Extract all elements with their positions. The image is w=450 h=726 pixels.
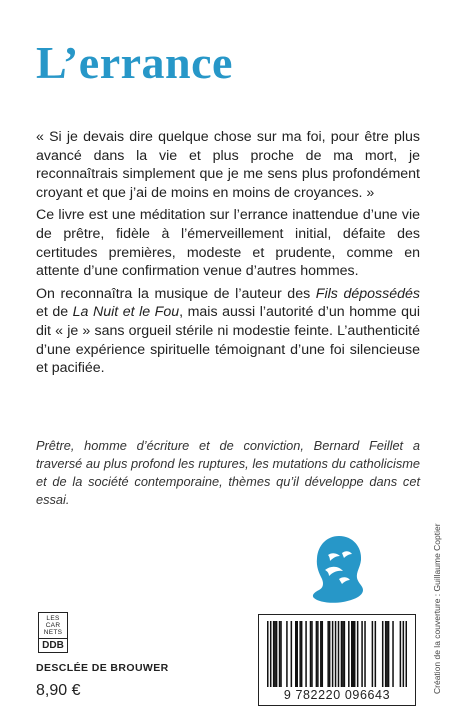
barcode-bar bbox=[382, 621, 384, 687]
blurb-description: Ce livre est une méditation sur l’errance inattendue d’une vie de prêtre, fidèle à l’émerveillement initial, défaite des certitudes premières, modeste et prudente, comme en attente d’une confirmation venue d’autres hommes. bbox=[36, 207, 420, 280]
barcode-bar bbox=[280, 621, 282, 687]
barcode-bar bbox=[342, 621, 344, 687]
barcode-bar bbox=[317, 621, 319, 687]
cover-credit: Création de la couverture : Guillaume Coptier bbox=[432, 523, 442, 694]
barcode-bar bbox=[279, 621, 281, 687]
barcode-bar bbox=[344, 621, 346, 687]
barcode-bar bbox=[338, 621, 340, 687]
barcode-bar bbox=[375, 621, 377, 687]
price: 8,90 € bbox=[36, 682, 81, 699]
barcode-bar bbox=[372, 621, 374, 687]
barcode-bar bbox=[316, 621, 318, 687]
author-bio: Prêtre, homme d’écriture et de conviction, Bernard Feillet a traversé au plus profond les ruptures, les mutations du catholicisme et de la société contemporaine, thèmes qu’il développe dans cet essai. bbox=[36, 438, 420, 507]
book-title: L’errance bbox=[36, 37, 233, 88]
barcode-bar bbox=[295, 621, 297, 687]
book-reference-1: Fils dépossédés bbox=[315, 285, 420, 302]
barcode-bar bbox=[400, 621, 402, 687]
barcode-bar bbox=[392, 621, 394, 687]
barcode-bar bbox=[386, 621, 388, 687]
bird-bust-emblem-icon bbox=[309, 534, 367, 604]
barcode-bar bbox=[311, 621, 313, 687]
barcode-box bbox=[258, 614, 416, 706]
barcode-bar bbox=[320, 621, 322, 687]
barcode-bar bbox=[305, 621, 307, 687]
barcode-bar bbox=[276, 621, 278, 687]
barcode-bar bbox=[388, 621, 390, 687]
barcode-bar bbox=[299, 621, 301, 687]
barcode-bar bbox=[406, 621, 407, 687]
barcode-bar bbox=[270, 621, 272, 687]
blurb-author-note: On reconnaîtra la musique de l’auteur des Fils dépossédés et de La Nuit et le Fou, mais aussi l’autorité d’un homme qui dit « je » sans orgueil stérile ni modestie feinte. L’authenticité d’une expérience spirituelle témoignant d’une foi silencieuse et pacifiée. bbox=[36, 285, 420, 377]
isbn-number: 9 782220 096643 bbox=[283, 688, 391, 702]
barcode-bar bbox=[351, 621, 353, 687]
barcode-bar bbox=[332, 621, 334, 687]
barcode-bar bbox=[273, 621, 275, 687]
barcode-bar bbox=[403, 621, 405, 687]
barcode-bar bbox=[385, 621, 387, 687]
barcode-bar bbox=[327, 621, 329, 687]
barcode-bar bbox=[286, 621, 288, 687]
barcode-bar bbox=[341, 621, 343, 687]
blurb-quote: « Si je devais dire quelque chose sur ma foi, pour être plus avancé dans la vie et plus proche de ma mort, je reconnaîtrais simplement que je me sens plus profondément croyant et que j’ai de moins en moins de croyances. » bbox=[36, 129, 420, 201]
barcode-bar bbox=[364, 621, 366, 687]
barcode-bar bbox=[329, 621, 331, 687]
book-reference-2: La Nuit et le Fou bbox=[72, 304, 180, 321]
barcode-icon bbox=[267, 621, 407, 687]
barcode-bar bbox=[267, 621, 269, 687]
collection-logo: LES CAR NETS DDB bbox=[38, 612, 68, 653]
barcode-bar bbox=[352, 621, 354, 687]
barcode-bar bbox=[361, 621, 363, 687]
barcode-bar bbox=[335, 621, 337, 687]
barcode-bar bbox=[354, 621, 356, 687]
barcode-bar bbox=[296, 621, 298, 687]
barcode-bar bbox=[310, 621, 312, 687]
barcode-bar bbox=[291, 621, 293, 687]
barcode-bar bbox=[357, 621, 359, 687]
barcode-bar bbox=[274, 621, 276, 687]
publisher-name: DESCLÉE DE BROUWER bbox=[36, 662, 169, 674]
barcode-bar bbox=[348, 621, 350, 687]
barcode-bar bbox=[322, 621, 324, 687]
barcode-bar bbox=[301, 621, 303, 687]
blurb bbox=[36, 128, 420, 382]
